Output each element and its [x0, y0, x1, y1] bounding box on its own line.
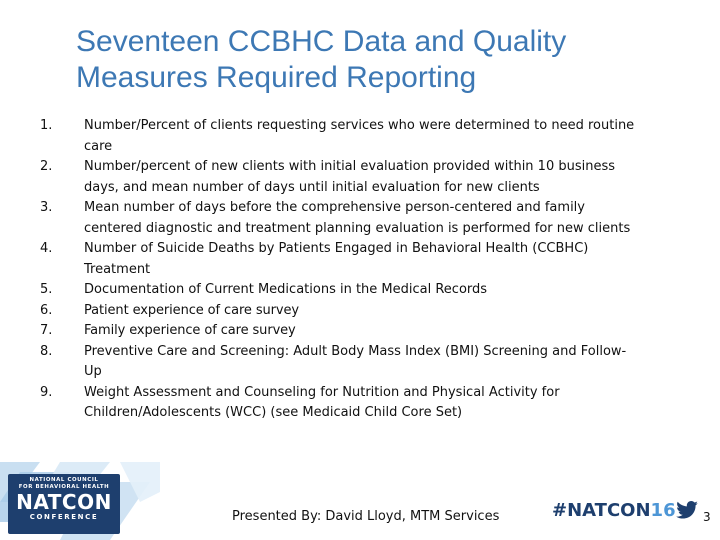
list-item — [40, 280, 710, 301]
list-item — [40, 157, 710, 198]
list-item — [40, 342, 710, 383]
list-item-text: Mean number of days before the comprehensive person-centered and family — [84, 200, 585, 215]
natcon-logo — [8, 474, 120, 534]
twitter-bird-icon — [676, 501, 698, 519]
presenter-credit: Presented By: David Lloyd, MTM Services — [232, 509, 500, 524]
logo-natcon: NATCON — [16, 490, 112, 514]
list-item — [40, 301, 710, 322]
list-item — [40, 198, 710, 239]
measures-list — [40, 116, 710, 424]
list-item-number: 5. — [40, 282, 53, 297]
list-item-text: Treatment — [84, 261, 151, 277]
list-item-number: 1. — [40, 118, 53, 133]
list-item-text: Weight Assessment and Counseling for Nutrition and Physical Activity for — [84, 384, 560, 400]
list-item-text: Children/Adolescents (WCC) (see Medicaid Child Core Set) — [84, 405, 463, 420]
list-item-number: 6. — [40, 302, 53, 318]
list-item-text: Number/percent of new clients with initial evaluation provided within 10 business — [84, 159, 616, 174]
title-line-2: Measures Required Reporting — [76, 61, 477, 94]
slide-number: 3 — [703, 510, 711, 524]
logo-conference: CONFERENCE — [29, 513, 99, 521]
list-item-text: Up — [84, 364, 102, 379]
event-hashtag — [552, 500, 676, 521]
logo-line-1: NATIONAL COUNCIL — [29, 477, 99, 483]
list-item-text: Family experience of care survey — [84, 323, 296, 338]
list-item-number: 4. — [40, 241, 53, 256]
hashtag-main: #NATCON — [552, 500, 651, 521]
list-item-text: Number of Suicide Deaths by Patients Engaged in Behavioral Health (CCBHC) — [84, 241, 589, 256]
list-item — [40, 239, 710, 280]
list-item-text: Patient experience of care survey — [84, 302, 299, 318]
list-item-text: Documentation of Current Medications in the Medical Records — [84, 282, 488, 297]
list-item — [40, 116, 710, 157]
list-item — [40, 321, 710, 342]
list-item-number: 2. — [40, 159, 53, 174]
list-item-number: 3. — [40, 200, 53, 215]
list-item-number: 8. — [40, 343, 53, 359]
title-line-1: Seventeen CCBHC Data and Quality — [76, 25, 567, 58]
list-item-text: Preventive Care and Screening: Adult Body Mass Index (BMI) Screening and Follow- — [84, 343, 627, 359]
list-item-number: 9. — [40, 384, 53, 400]
hashtag-year: 16 — [650, 500, 676, 521]
list-item — [40, 383, 710, 424]
list-item-number: 7. — [40, 323, 53, 338]
list-item-text: centered diagnostic and treatment planning evaluation is performed for new clients — [84, 220, 631, 236]
logo-line-2: FOR BEHAVIORAL HEALTH — [18, 484, 110, 490]
slide-title — [76, 24, 696, 96]
list-item-text: days, and mean number of days until initial evaluation for new clients — [84, 179, 540, 195]
list-item-text: Number/Percent of clients requesting services who were determined to need routine — [84, 118, 635, 133]
list-item-text: care — [84, 138, 113, 154]
